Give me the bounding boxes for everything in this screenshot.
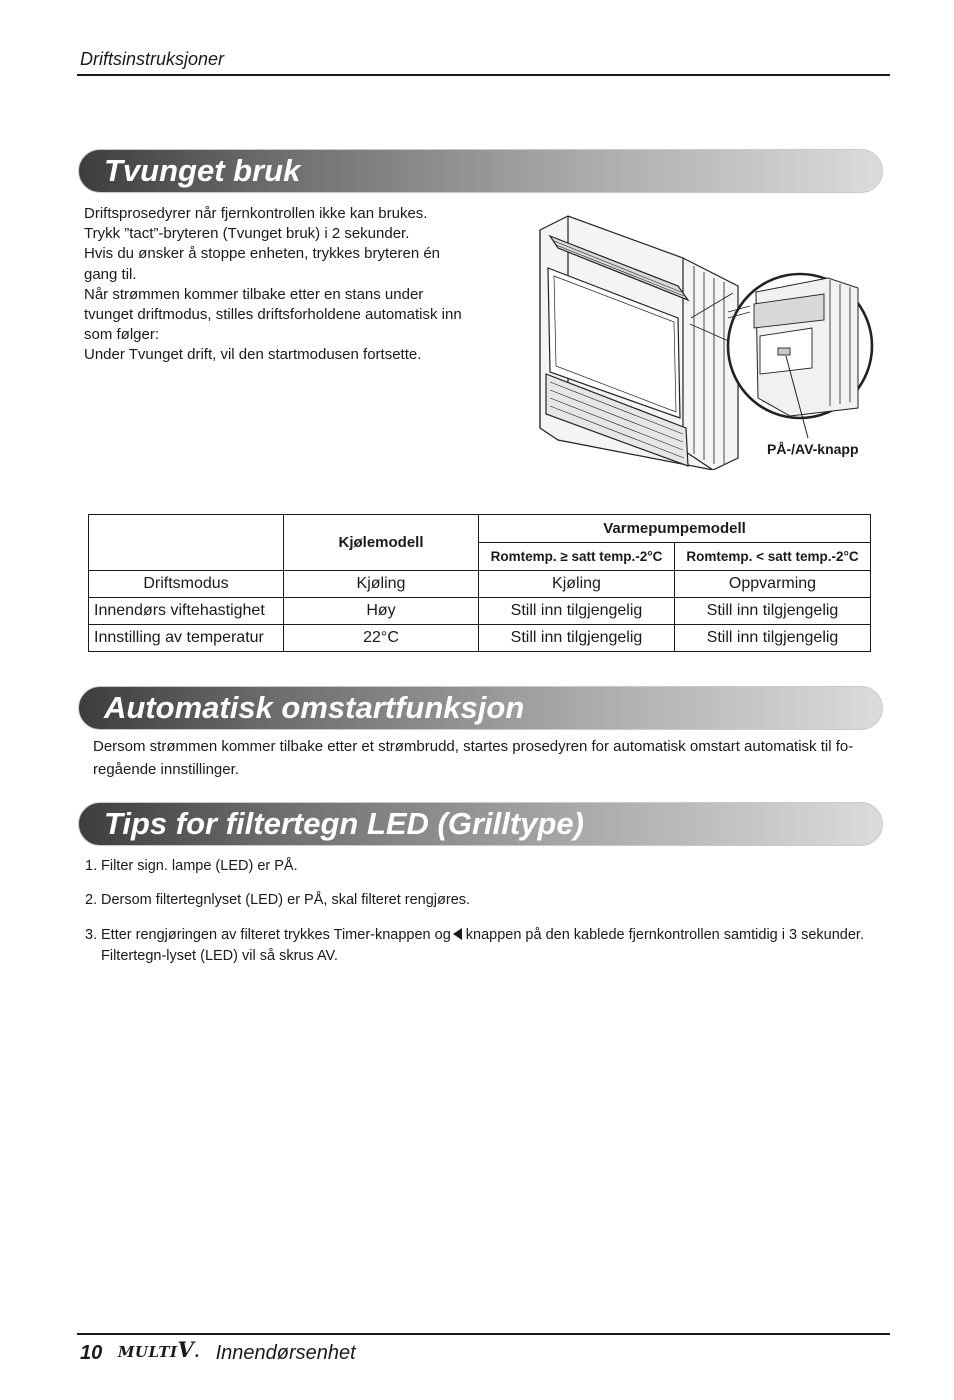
section-banner-forced-use: [78, 149, 883, 193]
cell-heatpump-lt: Still inn tilgjengelig: [675, 598, 871, 625]
row-label: Innstilling av temperatur: [89, 625, 284, 652]
intro-line: Under Tvunget drift, vil den startmodusen fortsette.: [84, 346, 422, 364]
list-item-text: [101, 925, 875, 967]
list-item: [85, 925, 875, 967]
section-title: Automatisk omstartfunksjon: [104, 690, 525, 725]
cell-heatpump-ge: Kjøling: [479, 571, 675, 598]
list-item-text: Dersom filtertegnlyset (LED) er PÅ, skal filteret rengjøres.: [101, 892, 471, 908]
cell-cooling: 22°C: [284, 625, 479, 652]
paragraph-line: regående innstillinger.: [93, 761, 239, 778]
list-item-text: Filter sign. lampe (LED) er PÅ.: [101, 858, 298, 874]
section-title: Tvunget bruk: [104, 153, 301, 188]
footer-rule: [77, 1333, 890, 1335]
list-item-text-part: Etter rengjøringen av filteret trykkes Timer-knappen og: [101, 927, 451, 943]
list-item-number: 2.: [85, 892, 98, 908]
intro-line: som følger:: [84, 326, 160, 344]
section-banner-filter-led-tips: [78, 802, 883, 846]
column-header-cooling-model: Kjølemodell: [284, 515, 479, 571]
figure-label-power-button: PÅ-/AV-knapp: [767, 441, 859, 457]
list-item: [85, 890, 875, 911]
multi-v-logo: MULTIV.: [117, 1337, 201, 1362]
column-header-heatpump-model: Varmepumpemodell: [479, 515, 871, 543]
intro-line: tvunget driftmodus, stilles driftsforholdene automatisk inn: [84, 306, 462, 324]
cell-heatpump-lt: Still inn tilgjengelig: [675, 625, 871, 652]
subheader-room-temp-lt: Romtemp. < satt temp.-2°C: [675, 543, 871, 571]
auto-restart-text: [93, 735, 873, 781]
cell-cooling: Høy: [284, 598, 479, 625]
intro-line: Når strømmen kommer tilbake etter en stans under: [84, 285, 424, 303]
intro-text: [84, 204, 504, 366]
indoor-unit-illustration: [528, 208, 880, 470]
row-label: Innendørs viftehastighet: [89, 598, 284, 625]
left-arrow-icon: [453, 928, 462, 940]
table-row: [89, 625, 871, 652]
page-number: 10: [80, 1342, 103, 1364]
intro-line: Hvis du ønsker å stoppe enheten, trykkes bryteren én: [84, 245, 441, 263]
paragraph-line: Dersom strømmen kommer tilbake etter et strømbrudd, startes prosedyren for automatisk omstart automatisk til fo-: [93, 738, 854, 755]
footer-section-name: Innendørsenhet: [215, 1342, 356, 1364]
table-row: [89, 598, 871, 625]
list-item-text-part: Filtertegn-lyset (LED) vil så skrus AV.: [101, 948, 338, 964]
subheader-room-temp-ge: Romtemp. ≥ satt temp.-2°C: [479, 543, 675, 571]
section-banner-auto-restart: [78, 686, 883, 730]
header-rule: [77, 74, 890, 76]
section-title: Tips for filtertegn LED (Grilltype): [104, 806, 584, 841]
list-item-number: 3.: [85, 927, 98, 943]
intro-line: gang til.: [84, 265, 137, 283]
cell-heatpump-ge: Still inn tilgjengelig: [479, 625, 675, 652]
footer: [80, 1337, 356, 1365]
list-item-number: 1.: [85, 858, 98, 874]
operation-mode-table: [88, 514, 871, 652]
list-item: [85, 856, 875, 877]
intro-line: Trykk ”tact”-bryteren (Tvunget bruk) i 2 sekunder.: [84, 225, 410, 243]
running-header: Driftsinstruksjoner: [80, 49, 225, 69]
row-label: Driftsmodus: [89, 571, 284, 598]
cell-cooling: Kjøling: [284, 571, 479, 598]
cell-heatpump-ge: Still inn tilgjengelig: [479, 598, 675, 625]
list-item-text-part: knappen på den kablede fjernkontrollen samtidig i 3 sekunder.: [465, 927, 864, 943]
cell-heatpump-lt: Oppvarming: [675, 571, 871, 598]
table-corner-cell: [89, 515, 284, 571]
intro-line: Driftsprosedyrer når fjernkontrollen ikke kan brukes.: [84, 205, 428, 222]
table-row: [89, 571, 871, 598]
